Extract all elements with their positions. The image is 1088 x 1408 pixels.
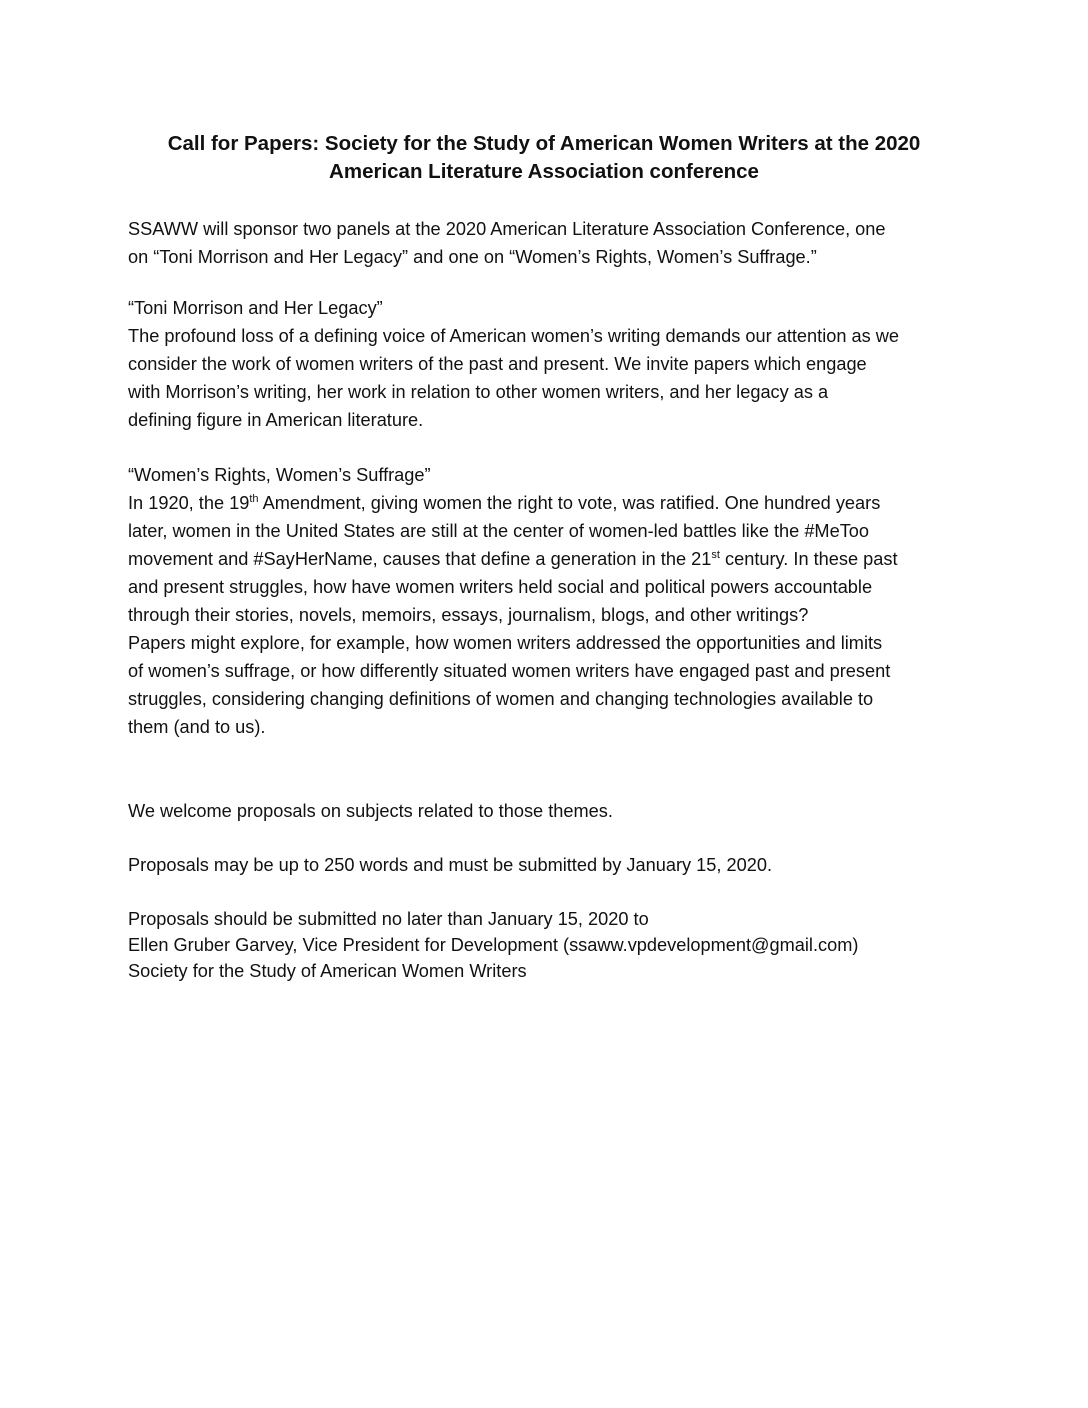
panel2-line xyxy=(128,490,880,516)
panel2-line: through their stories, novels, memoirs, essays, journalism, blogs, and other writings? xyxy=(128,605,809,625)
panel2-line3-post: century. In these past xyxy=(719,549,898,569)
welcome-paragraph: We welcome proposals on subjects related to those themes. xyxy=(128,801,613,821)
submission-org: Society for the Study of American Women Writers xyxy=(128,961,527,981)
panel2-line: Papers might explore, for example, how women writers addressed the opportunities and limits xyxy=(128,633,883,653)
panel2-line1-pre: In 1920, the 19 xyxy=(128,493,250,513)
intro-line: SSAWW will sponsor two panels at the 2020 American Literature Association Conference, one xyxy=(128,219,886,239)
intro-line: on “Toni Morrison and Her Legacy” and one on “Women’s Rights, Women’s Suffrage.” xyxy=(128,247,817,267)
length-note: Proposals may be up to 250 words and must be submitted by January 15, 2020. xyxy=(128,855,773,875)
submission-line: Proposals should be submitted no later than January 15, 2020 to xyxy=(128,909,649,929)
document-title xyxy=(100,130,988,186)
ordinal-suffix: th xyxy=(249,493,259,505)
panel2-line: later, women in the United States are still at the center of women-led battles like the #MeToo xyxy=(128,521,870,541)
panel2-line3-pre: movement and #SayHerName, causes that define a generation in the 21 xyxy=(128,549,712,569)
panel2-line xyxy=(128,546,898,572)
panel2-line: them (and to us). xyxy=(128,717,266,737)
title-line: Call for Papers: Society for the Study of American Women Writers at the 2020 xyxy=(167,132,921,155)
panel1-line: defining figure in American literature. xyxy=(128,410,424,430)
panel2-line: struggles, considering changing definitions of women and changing technologies available to xyxy=(128,689,874,709)
panel1-line: consider the work of women writers of the past and present. We invite papers which engage xyxy=(128,354,867,374)
panel2-heading: “Women’s Rights, Women’s Suffrage” xyxy=(128,465,431,485)
panel2-line: and present struggles, how have women writers held social and political powers accountable xyxy=(128,577,873,597)
title-line: American Literature Association conference xyxy=(329,160,759,183)
panel1-heading: “Toni Morrison and Her Legacy” xyxy=(128,298,383,318)
panel1-line: The profound loss of a defining voice of American women’s writing demands our attention as we xyxy=(128,326,900,346)
panel1-line: with Morrison’s writing, her work in relation to other women writers, and her legacy as a xyxy=(128,382,829,402)
submission-contact: Ellen Gruber Garvey, Vice President for Development (ssaww.vpdevelopment@gmail.com) xyxy=(128,935,859,955)
ordinal-suffix: st xyxy=(711,549,720,561)
panel2-line1-post: Amendment, giving women the right to vote, was ratified. One hundred years xyxy=(258,493,881,513)
panel2-line: of women’s suffrage, or how differently situated women writers have engaged past and present xyxy=(128,661,891,681)
